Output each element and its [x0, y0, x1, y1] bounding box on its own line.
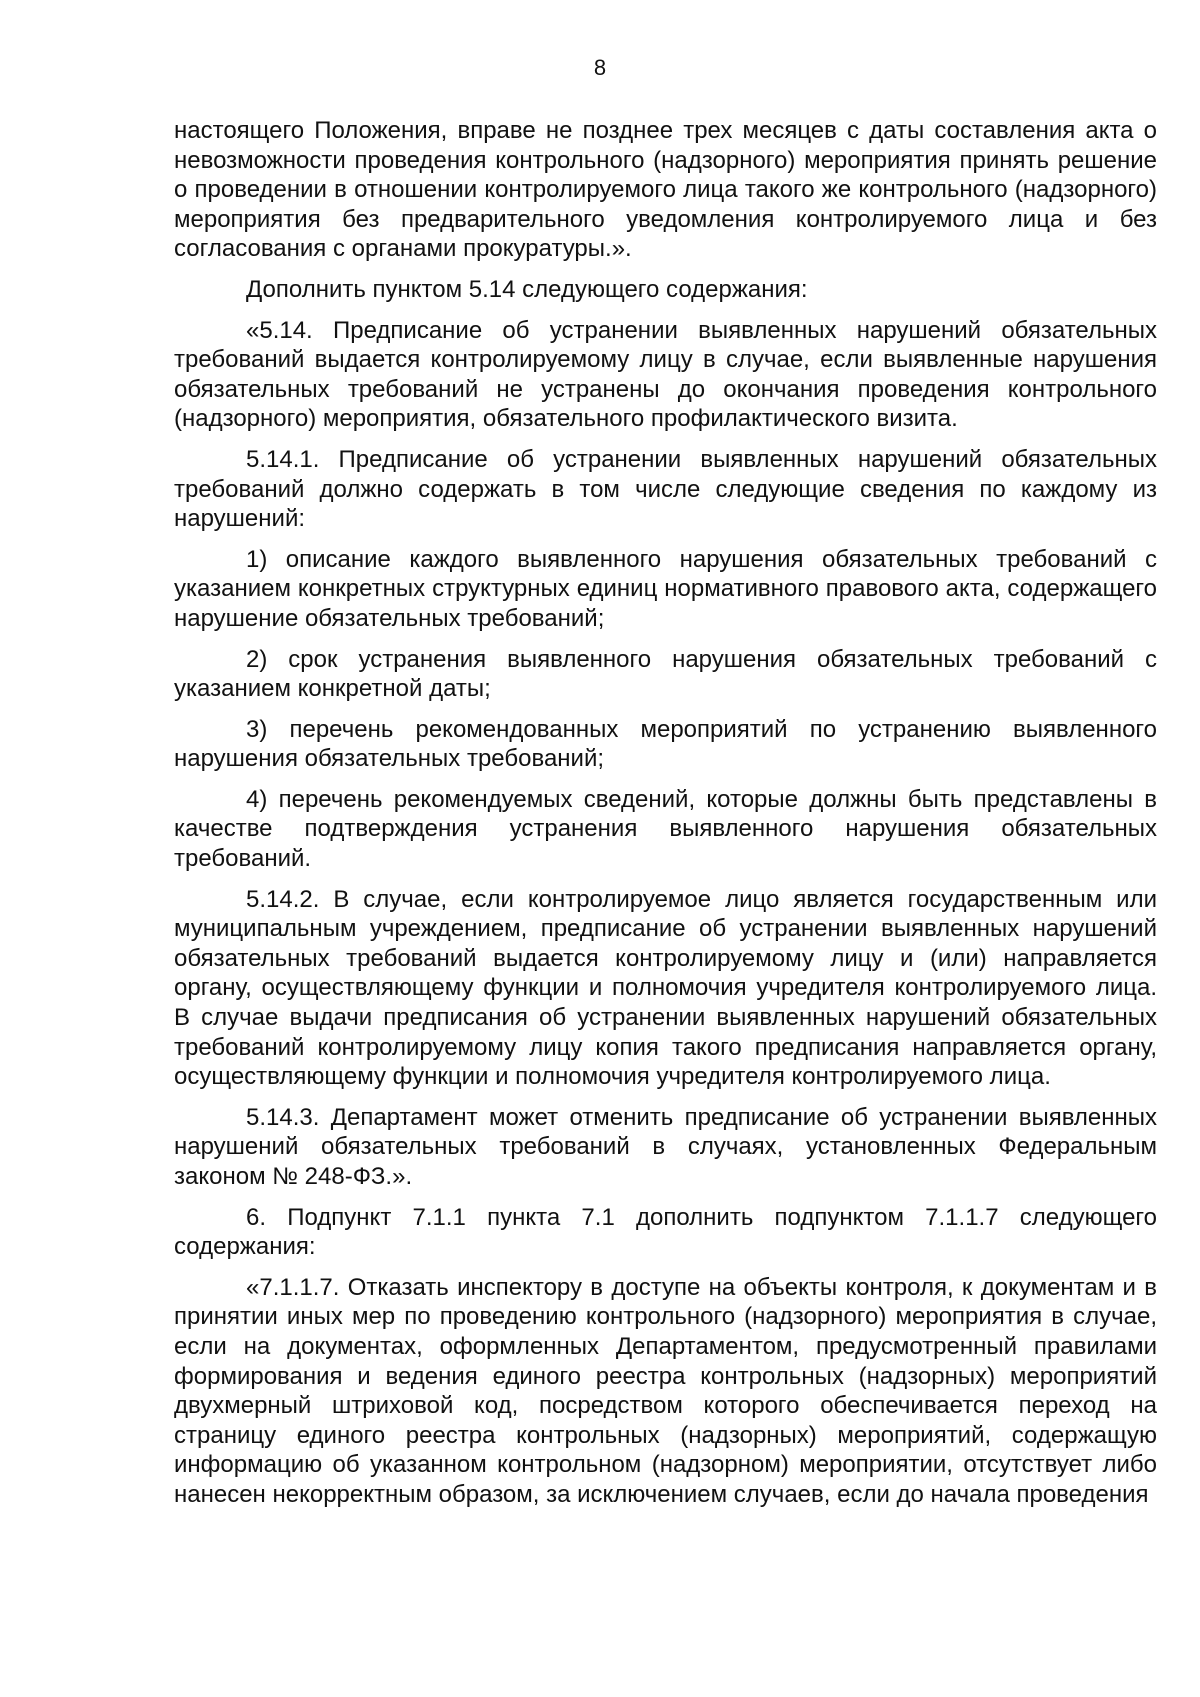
page-number: 8 [593, 55, 607, 80]
list-item-4: 4) перечень рекомендуемых сведений, которые должны быть представлены в качестве подтверждения устранения выявленного нарушения обязательных требований. [174, 785, 1157, 873]
paragraph-5-14-3: 5.14.3. Департамент может отменить предписание об устранении выявленных нарушений обязательных требований в случаях, установленных Федеральным законом № 248-ФЗ.». [174, 1103, 1157, 1190]
paragraph-continuation: настоящего Положения, вправе не позднее трех месяцев с даты составления акта о невозможности проведения контрольного (надзорного) мероприятия принять решение о проведении в отношении контролируемого лица такого же контрольного (надзорного) мероприятия без предварительного уведомления контролируемого лица и без согласования с органами прокуратуры.». [174, 117, 1157, 263]
list-item-3: 3) перечень рекомендованных мероприятий по устранению выявленного нарушения обязательных требований; [174, 715, 1157, 773]
paragraph-item-6: 6. Подпункт 7.1.1 пункта 7.1 дополнить подпунктом 7.1.1.7 следующего содержания: [174, 1203, 1157, 1261]
list-item-1: 1) описание каждого выявленного нарушения обязательных требований с указанием конкретных структурных единиц нормативного правового акта, содержащего нарушение обязательных требований; [174, 545, 1157, 632]
paragraph-5-14: «5.14. Предписание об устранении выявленных нарушений обязательных требований выдается контролируемому лицу в случае, если выявленные нарушения обязательных требований не устранены до окончания проведения контрольного (надзорного) мероприятия, обязательного профилактического визита. [174, 316, 1157, 433]
paragraph-5-14-2: 5.14.2. В случае, если контролируемое лицо является государственным или муниципальным учреждением, предписание об устранении выявленных нарушений обязательных требований выдается контролируемому лицу и (или) направляется органу, осуществляющему функции и полномочия учредителя контролируемого лица. В случае выдачи предписания об устранении выявленных нарушений обязательных требований контролируемому лицу копия такого предписания направляется органу, осуществляющему функции и полномочия учредителя контролируемого лица. [174, 885, 1157, 1091]
list-item-2: 2) срок устранения выявленного нарушения обязательных требований с указанием конкретной даты; [174, 645, 1157, 703]
paragraph-5-14-1: 5.14.1. Предписание об устранении выявленных нарушений обязательных требований должно содержать в том числе следующие сведения по каждому из нарушений: [174, 445, 1157, 533]
paragraph-7-1-1-7: «7.1.1.7. Отказать инспектору в доступе на объекты контроля, к документам и в принятии иных мер по проведению контрольного (надзорного) мероприятия в случае, если на документах, оформленных Департаментом, предусмотренный правилами формирования и ведения единого реестра контрольных (надзорных) мероприятий двухмерный штриховой код, посредством которого обеспечивается переход на страницу единого реестра контрольных (надзорных) мероприятий, содержащую информацию об указанном контрольном (надзорном) мероприятии, отсутствует либо нанесен некорректным образом, за исключением случаев, если до начала проведения [174, 1273, 1157, 1508]
document-body [174, 116, 1157, 1521]
paragraph-amendment-intro: Дополнить пунктом 5.14 следующего содержания: [246, 275, 808, 303]
